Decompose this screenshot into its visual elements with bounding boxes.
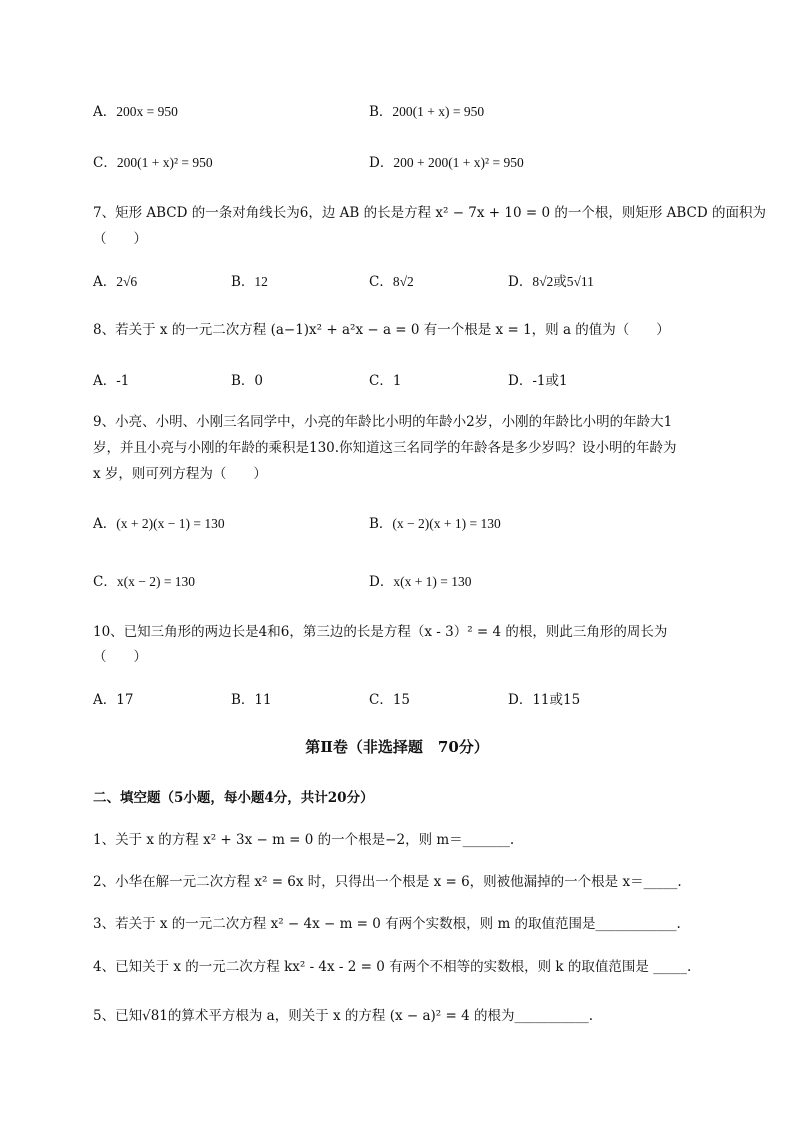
q7-option-d [508, 270, 594, 290]
q10-blank: （ ） [93, 649, 147, 665]
option-text: x(x − 2) = 130 [116, 574, 196, 589]
option-text: 2√6 [116, 274, 138, 289]
q8-option-d [508, 369, 568, 389]
option-text: -1或1 [532, 373, 568, 389]
q6-option-b [369, 100, 484, 120]
option-text: 11 [254, 692, 272, 708]
q8-option-b [231, 369, 263, 389]
option-text: 200 + 200(1 + x)² = 950 [393, 155, 524, 170]
option-label: D． [508, 274, 533, 290]
option-text: 200(1 + x) = 950 [392, 104, 485, 119]
option-label: D． [369, 574, 394, 590]
q7-stem: 7、矩形 ABCD 的一条对角线长为6，边 AB 的长是方程 x² − 7x + 10 = 0 的一个根，则矩形 ABCD 的面积为 [93, 205, 767, 221]
q10-option-c [369, 688, 410, 708]
option-text: 17 [116, 692, 134, 708]
option-label: A． [93, 373, 117, 389]
q7-option-c [369, 270, 414, 290]
option-text: 12 [254, 274, 268, 289]
option-label: D． [508, 692, 533, 708]
option-label: C． [369, 692, 393, 708]
option-label: B． [231, 373, 255, 389]
q7-blank: （ ） [93, 231, 147, 247]
option-label: C． [93, 574, 117, 590]
q8-stem: 8、若关于 x 的一元二次方程 (a−1)x² + a²x − a = 0 有一个根是 x = 1，则 a 的值为（ ） [93, 322, 670, 338]
q9-option-a [93, 512, 225, 532]
option-text: 200x = 950 [116, 104, 178, 119]
option-label: D． [369, 155, 394, 171]
fill-question-4: 4、已知关于 x 的一元二次方程 kx² - 4x - 2 = 0 有两个不相等的实数根，则 k 的取值范围是 _____. [93, 959, 692, 975]
option-text: 15 [392, 692, 411, 708]
option-label: C． [369, 373, 393, 389]
fill-question-1: 1、关于 x 的方程 x² + 3x − m = 0 的一个根是−2，则 m＝_______. [93, 832, 515, 848]
option-text: 8√2或5√11 [532, 274, 594, 289]
q6-option-a [93, 100, 178, 120]
option-label: C． [93, 155, 117, 171]
q10-option-d [508, 688, 580, 708]
option-text: (x − 2)(x + 1) = 130 [392, 516, 501, 531]
option-text: -1 [116, 373, 130, 389]
q7-option-a [93, 270, 137, 290]
option-label: A． [93, 516, 117, 532]
q9-stem-line1: 9、小亮、小明、小刚三名同学中，小亮的年龄比小明的年龄小2岁，小刚的年龄比小明的年龄大1 [93, 414, 673, 430]
option-text: (x + 2)(x − 1) = 130 [116, 516, 225, 531]
option-label: C． [369, 274, 393, 290]
option-text: 1 [392, 373, 402, 389]
fill-question-3: 3、若关于 x 的一元二次方程 x² − 4x − m = 0 有两个实数根，则 m 的取值范围是____________. [93, 916, 681, 932]
q8-option-c [369, 369, 401, 389]
q10-stem: 10、已知三角形的两边长是4和6，第三边的长是方程（x - 3）² = 4 的根，则此三角形的周长为 [93, 624, 668, 640]
option-text: 8√2 [392, 274, 414, 289]
section-heading: 二、填空题（5小题，每小题4分，共计20分） [93, 790, 374, 806]
q9-option-d [369, 570, 472, 590]
option-label: A． [93, 692, 117, 708]
q7-option-b [231, 270, 268, 290]
option-label: B． [369, 104, 393, 120]
q9-option-c [93, 570, 195, 590]
option-label: B． [231, 692, 255, 708]
option-label: B． [369, 516, 393, 532]
fill-question-2: 2、小华在解一元二次方程 x² = 6x 时，只得出一个根是 x = 6，则被他漏掉的一个根是 x＝_____. [93, 874, 682, 890]
option-text: x(x + 1) = 130 [393, 574, 472, 589]
option-label: A． [93, 274, 117, 290]
option-text: 11或15 [532, 692, 581, 708]
option-label: A． [93, 104, 117, 120]
q6-option-c [93, 151, 213, 171]
option-label: D． [508, 373, 533, 389]
q8-option-a [93, 369, 129, 389]
q10-option-a [93, 688, 133, 708]
option-label: B． [231, 274, 255, 290]
q9-stem-line3: x 岁，则可列方程为（ ） [93, 466, 267, 482]
q9-option-b [369, 512, 501, 532]
q9-stem-line2: 岁，并且小亮与小刚的年龄的乘积是130.你知道这三名同学的年龄各是多少岁吗？设小明的年龄为 [93, 440, 677, 456]
q6-option-d [369, 151, 524, 171]
fill-question-5: 5、已知√81的算术平方根为 a，则关于 x 的方程 (x − a)² = 4 的根为___________. [93, 1008, 594, 1024]
option-text: 0 [254, 373, 264, 389]
part-two-title: 第Ⅱ卷（非选择题 70分） [305, 738, 489, 756]
option-text: 200(1 + x)² = 950 [116, 155, 213, 170]
q10-option-b [231, 688, 272, 708]
